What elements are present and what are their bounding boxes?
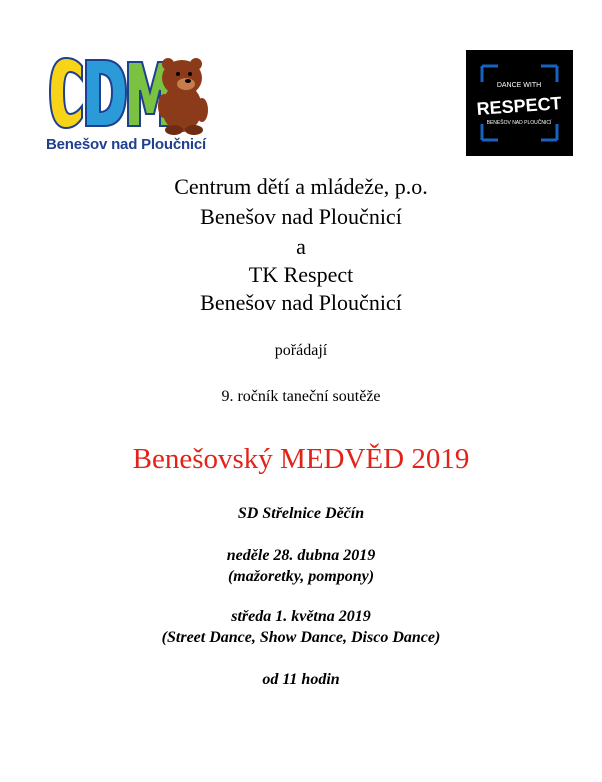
event-title: Benešovský MEDVĚD 2019	[132, 443, 470, 475]
respect-logo	[466, 50, 573, 156]
cdm-wordmark-icon	[42, 48, 212, 136]
venue-text: SD Střelnice Děčín	[237, 505, 365, 522]
organizer-1-name: Centrum dětí a mládeže, p.o.	[174, 174, 428, 199]
cdm-logo	[42, 48, 212, 160]
respect-line3: BENEŠOV NAD PLOUČNICÍ	[486, 120, 552, 126]
start-time: od 11 hodin	[262, 671, 340, 688]
conjunction: a	[296, 234, 306, 259]
day1-date: neděle 28. dubna 2019	[226, 547, 376, 564]
respect-line2: RESPECT	[475, 93, 563, 119]
organizer-1-town: Benešov nad Ploučnicí	[200, 204, 402, 229]
respect-line1: DANCE WITH	[496, 82, 542, 89]
day1-categories: (mažoretky, pompony)	[227, 568, 375, 585]
day2-date: středa 1. května 2019	[231, 608, 371, 625]
organizer-2-town: Benešov nad Ploučnicí	[200, 290, 402, 315]
verb-text: pořádají	[274, 342, 328, 359]
day2-categories: (Street Dance, Show Dance, Disco Dance)	[161, 629, 441, 646]
respect-logo-icon	[466, 50, 573, 156]
edition-text: 9. ročník taneční soutěže	[221, 388, 381, 405]
cdm-caption: Benešov nad Ploučnicí	[46, 136, 207, 153]
organizer-2-name: TK Respect	[248, 262, 354, 287]
